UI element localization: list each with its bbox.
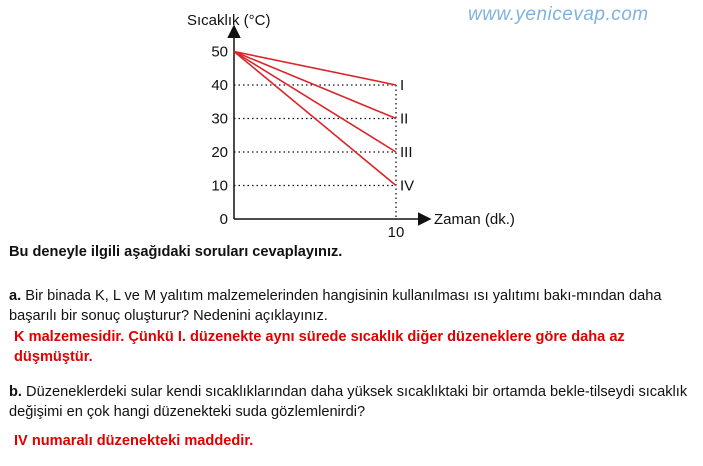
question-b <box>9 382 693 422</box>
series-label: I <box>400 77 405 94</box>
series-label: IV <box>400 177 415 195</box>
series-lines <box>234 52 396 186</box>
question-a <box>9 286 693 326</box>
x-tick-label: 10 <box>387 224 405 240</box>
y-axis-label: Sıcaklık (°C) <box>187 12 271 29</box>
series-line-III <box>234 52 396 153</box>
question-b-label: b. <box>9 384 22 400</box>
series-line-II <box>234 52 396 119</box>
gridlines <box>234 85 396 219</box>
y-tick-label: 50 <box>211 43 228 61</box>
question-a-text: Bir binada K, L ve M yalıtım malzemelerinden hangisinin kullanılması ısı yalıtımı bakı-mından daha başarılı bir sonuç oluşturur? Nedenini açıklayınız. <box>9 288 662 324</box>
questions-heading: Bu deneyle ilgili aşağıdaki soruları cevaplayınız. <box>9 244 343 260</box>
y-tick-label: 20 <box>211 144 228 161</box>
y-tick-label: 30 <box>211 110 228 128</box>
y-tick-label: 10 <box>211 177 228 195</box>
series-label: II <box>400 110 409 128</box>
series-line-IV <box>234 52 396 186</box>
question-a-label: a. <box>9 288 22 304</box>
x-axis-label: Zaman (dk.) <box>434 211 515 228</box>
watermark: www.yenicevap.com <box>468 4 649 25</box>
x-ticks <box>388 224 405 240</box>
series-labels <box>400 77 414 195</box>
y-ticks <box>211 44 228 229</box>
y-tick-label: 40 <box>211 77 228 94</box>
answer-b: IV numaralı düzenekteki maddedir. <box>14 433 254 449</box>
question-b-text: Düzeneklerdeki sular kendi sıcaklıklarından daha yüksek sıcaklıktaki bir ortamda bekle-tilseydi sıcaklık değişimi en çok hangi düzenekteki suda gözlemlenirdi? <box>9 384 688 420</box>
y-tick-label: 0 <box>219 211 228 228</box>
series-line-I <box>234 52 396 86</box>
answer-a: K malzemesidir. Çünkü I. düzenekte aynı sürede sıcaklık diğer düzeneklere göre daha az düşmüştür. <box>14 329 625 365</box>
series-label: III <box>400 144 413 161</box>
